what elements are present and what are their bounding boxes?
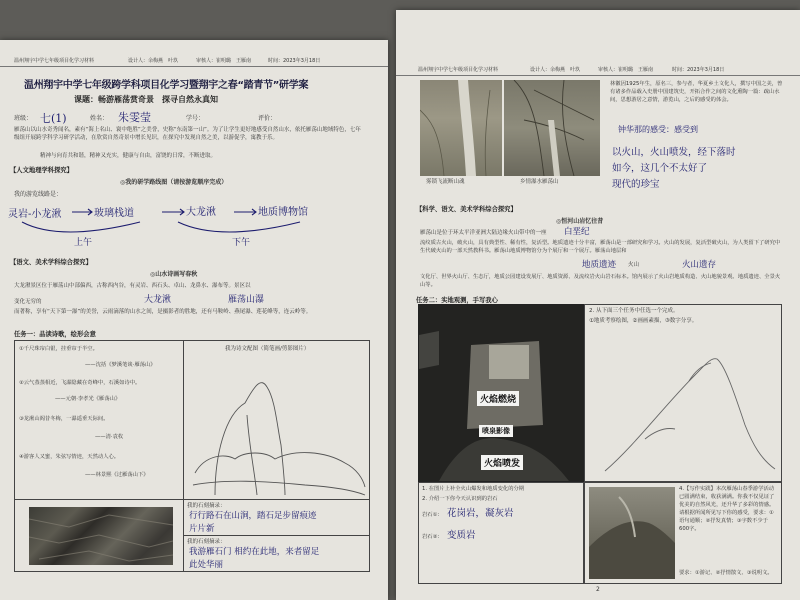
section-geography: 【人文地理学科探究】: [10, 167, 73, 174]
q2-answer-1: 花岗岩，凝灰岩: [447, 508, 514, 519]
poem-heading: ◎山水诗画写春秋: [150, 271, 198, 278]
header-divider: [0, 66, 388, 67]
route-intro: 我的游览线路是：: [14, 191, 63, 198]
right-worksheet-page: [396, 10, 800, 600]
rock-prompt-1: 我的石刻摘录：: [187, 503, 226, 509]
geo-blank-3: 火山遗存: [682, 260, 717, 270]
header-divider-r: [396, 75, 800, 76]
worksheet-title: 温州翔宇中学七年级跨学科项目化学习暨翔宇之春“踏青节”研学案: [24, 80, 309, 91]
route-stop-1: 灵岩-小龙湫: [8, 209, 62, 220]
poem-line-3: ②云气蒸蒸相近，飞瀑隐藏在奇峰中，石溪如诗中。: [19, 380, 141, 386]
poem-blank-2: 雁荡山瀑: [228, 295, 265, 305]
geo-blank-1: 白垩纪: [564, 227, 590, 237]
route-stop-3: 大龙湫: [186, 207, 216, 218]
q1-label: 1. 在图片上补全火山爆发和地质变化的分期: [422, 486, 525, 492]
geo-text-mid2: 火山: [628, 262, 640, 268]
volcano-sketch: [585, 335, 781, 479]
answer-line-3: 如今，这几个不太好了: [612, 163, 708, 174]
header-school-r: 温州翔宇中学七年级项目化学习材料: [418, 67, 499, 73]
task2-label: 任务二：实地观测，手写我心: [416, 297, 498, 304]
header-designer-r: 设计人：余梅燕 叶玖: [530, 67, 581, 73]
name-value: 朱雯莹: [118, 111, 151, 124]
q2-label: 2. 介绍一下你今天认识到的岩石: [422, 496, 498, 502]
geo-text-post: 文化厅、世界火山厅、生态厅，地质公园建设发展厅、地质资源、及流纹岩火山岩石标本。馆内展示了火山岩地质构造、火山地貌景观、地质遗迹、全景火山等。: [420, 274, 781, 288]
task2-right-box: [584, 304, 782, 482]
student-sketch: [185, 355, 367, 497]
obs-label-erupt: 火焰喷发: [481, 455, 523, 470]
task1-table: [14, 340, 370, 572]
waterfall-1-texture: [420, 80, 502, 176]
writing-box: [584, 482, 782, 584]
class-label: 班级：: [14, 115, 33, 122]
waterfall-photo-2: [504, 80, 600, 176]
writing-prompt: 4.【写作实践】本次雁荡山春季游学活动已圆满结束，收获满满。你我不仅见证了优美的自然风光，还升华了多彩的情感。请根据所闻所见写下你的感受，要求：①语句通顺；②抒发真情；③字数不少于600字。: [679, 486, 775, 532]
route-heading: ◎我的研学路线图（请按游览顺序完成）: [120, 179, 228, 186]
poet-paragraph: 林徽因1925年生，原名三，参与者，华夏乡土文化人，撰写中国之美，曾有诸多作品载入史册中国建筑史，开拓合作之间的文化熏陶一篇：疏山水间，思想游居之意情，游览山，之后的感受的体会。: [610, 81, 783, 103]
poem-line-7: ④游客人又蜜，朱弦写情迹，天然动人心。: [19, 454, 120, 460]
left-worksheet-page: [0, 40, 388, 600]
task1-label: 任务一：品读诗歌，绘形会意: [14, 331, 96, 338]
task2-options: ①地质考察绘图，②画画素描，③数字分享。: [589, 318, 698, 324]
q2-prefix-1: 岩石①：: [422, 512, 443, 518]
route-stop-4: 地质博物馆: [258, 207, 308, 218]
intro-paragraph: 雁荡山以山水奇秀闻名，素有“海上名山、寰中绝胜”之美誉，史称“东南第一山”。为了让学生更好地感受自然山水，依托雁荡山地域特色，七年级组开展跨学科学习研学活动，在欣赏自然奇景中增长见识，在探究中发现自然之美，以游促学，寓教于乐。: [14, 127, 361, 141]
motto-line: 精神与向育共和谐，精神又充实，健康与自由，富饶的日常，不断进取。: [40, 153, 217, 159]
rock-answer-1b: 片片新: [189, 524, 215, 534]
obs-label-fountain: 喷泉影像: [479, 425, 513, 437]
page-number: 2: [596, 586, 600, 593]
worksheet-subtitle: 课题：畅游雁荡赏奇景 探寻自然永真知: [74, 95, 218, 104]
header-time: 时间：2023年3月18日: [268, 58, 321, 64]
header-time-r: 时间：2023年3月18日: [672, 67, 725, 73]
section-science: 【科学、语文、美术学科综合探究】: [416, 206, 517, 213]
poem-intro-mid: 变化无穷的: [14, 299, 42, 305]
q2-prefix-2: 岩石②：: [422, 534, 443, 540]
poem-line-8: ——林景熙《过雁荡山下》: [85, 472, 149, 478]
photo-caption-1: 雾锁飞流断山魂: [426, 179, 465, 185]
route-arrows: [0, 200, 388, 250]
poem-line-4: ——元朝·李孝光《雁荡山》: [55, 396, 121, 402]
photo-caption-2: 乡情瀑水雁荡山: [520, 179, 559, 185]
poem-line-6: ——清·袁枚: [95, 434, 124, 440]
header-designer: 设计人：余梅燕 叶玖: [128, 58, 179, 64]
draw-prompt: 我为诗文配图（简笔画/剪影图片）: [225, 346, 310, 352]
obs-label-fire: 火焰燃烧: [477, 391, 519, 406]
geo-text-mid: 流纹质古火山，破火山，具有典型性、稀有性，复活型。地质遗迹十分丰富，雁荡山是一部研究和学习。火山的发展，复活型破火山，为人类留下了研究中生代破火山的一部天然教科书。雁荡山地质博物馆分为个展厅和一个展厅。雁荡山地层和: [420, 240, 781, 254]
poem-line-1: ①千尺珠帘白银，挂垂帘于半空。: [19, 346, 98, 352]
answer-line-4: 现代的珍宝: [612, 179, 660, 190]
rock-questions-box: [418, 482, 584, 584]
eval-label: 评价：: [258, 115, 277, 122]
route-stop-2: 玻璃栈道: [94, 208, 134, 219]
header-school: 温州翔宇中学七年级项目化学习材料: [14, 58, 95, 64]
name-label: 姓名：: [90, 115, 109, 122]
poem-blank-1: 大龙湫: [144, 295, 172, 305]
answer-line-2: 以火山，火山喷发，经下落时: [612, 147, 736, 158]
poem-line-5: ③龙湫山阁昔冬梅，一瀑遥垂天际间。: [19, 416, 109, 422]
rock-prompt-2: 我的石刻摘录：: [187, 539, 226, 545]
task2-right-title: 2. 从下面三个任务中任选一个完成。: [589, 308, 679, 314]
geo-heading: ◎恒河山岩忆往昔: [556, 218, 604, 225]
class-value: 七(1): [40, 112, 67, 125]
poem-intro-pre: 大龙湫景区位于雁荡山中部偏西，古称西内谷，有灵岩、西石头、卓山、龙鼻水、瀑布等。景区以: [14, 283, 251, 289]
geo-text-pre: 雁荡山是位于环太平洋亚洲大陆边缘火山带中的一座: [420, 230, 547, 236]
landscape-photo: [589, 487, 675, 579]
geo-blank-2: 地质遗迹: [582, 260, 617, 270]
waterfall-photo-1: [420, 80, 502, 176]
route-time-morning: 上午: [74, 238, 93, 248]
header-reviewer-r: 审核人：崔明璐 王雁南: [598, 67, 654, 73]
rock-answer-1: 行行路石在山涧，踏石足步留痕迹: [189, 511, 317, 521]
header-reviewer: 审核人：崔明璐 王雁南: [196, 58, 252, 64]
rock-texture: [29, 507, 173, 565]
poem-intro-post: 而著称，享有“天下第一瀑”的美誉，云雨滴落的山水之间，是摄影者的胜地，还有马鞍岭、燕尾瀑、莲花峰等，连云岭等。: [14, 309, 312, 315]
poem-line-2: ——沈括《梦溪笔谈·雁荡山》: [85, 362, 156, 368]
answer-line-1: 钟华那的感受：感受到: [618, 125, 698, 134]
observation-photo: [418, 304, 584, 482]
rock-answer-2b: 此处华丽: [189, 560, 224, 570]
section-chinese-art: 【语文、美术学科综合探究】: [10, 259, 92, 266]
route-time-afternoon: 下午: [232, 238, 251, 248]
waterfall-2-texture: [504, 80, 600, 176]
landscape-texture: [589, 487, 675, 579]
writing-options: 要求：①游记、②抒情散文、③说明文。: [679, 570, 773, 576]
q2-answer-2: 变质岩: [447, 530, 476, 541]
rock-answer-2: 我游雁石门 相约在此地，来者留足: [189, 547, 320, 557]
carved-rock-photo: [29, 507, 173, 565]
number-label: 学号：: [186, 115, 205, 122]
